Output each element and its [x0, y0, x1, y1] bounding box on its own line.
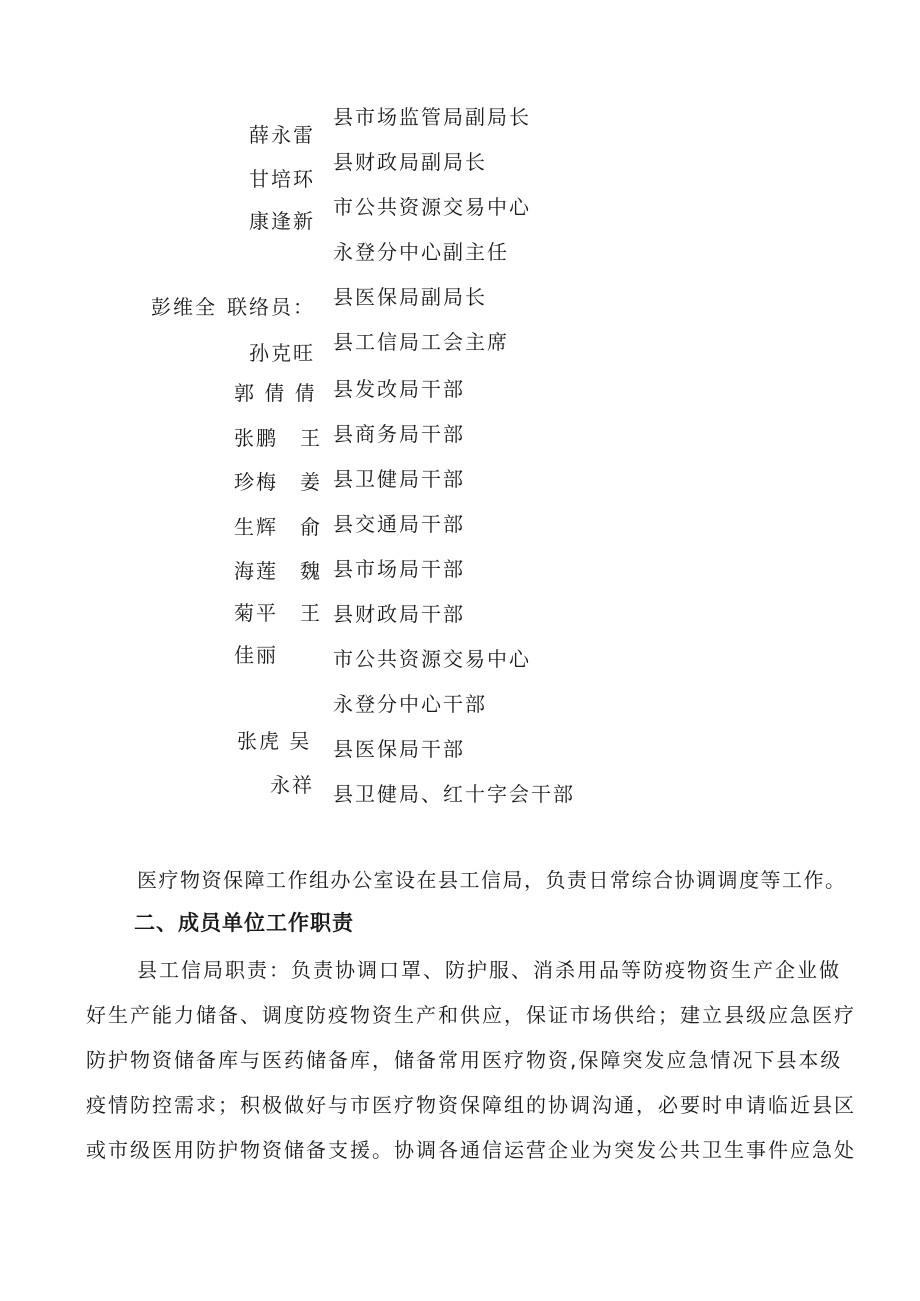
- member-name: 永祥: [270, 773, 314, 797]
- paragraph-line: 好生产能力储备、调度防疫物资生产和供应，保证市场供给；建立县级应急医疗: [86, 1003, 856, 1027]
- office-note: 医疗物资保障工作组办公室设在县工信局，负责日常综合协调调度等工作。: [137, 868, 847, 892]
- member-position: 县商务局干部: [333, 422, 465, 446]
- member-name: 佳丽: [234, 643, 278, 667]
- member-position: 县医保局副局长: [333, 285, 487, 309]
- member-position: 市公共资源交易中心: [333, 195, 531, 219]
- liaison-label: 联络员：: [227, 295, 315, 319]
- member-name: 彭维全: [151, 295, 217, 319]
- paragraph-line: 或市级医用防护物资储备支援。协调各通信运营企业为突发公共卫生事件应急处: [86, 1138, 856, 1162]
- member-position: 县市场局干部: [333, 557, 465, 581]
- member-position: 县发改局干部: [333, 377, 465, 401]
- member-name: 康逢新: [249, 209, 315, 233]
- member-position: 县卫健局、红十字会干部: [333, 782, 575, 806]
- member-name: 张虎 吴: [237, 729, 312, 753]
- member-position: 县市场监管局副局长: [333, 105, 531, 129]
- member-position: 县医保局干部: [333, 737, 465, 761]
- member-position: 县交通局干部: [333, 512, 465, 536]
- section-heading: 二、成员单位工作职责: [134, 911, 354, 935]
- member-name: 郭 倩 倩: [234, 381, 317, 405]
- member-name: 薛永雷: [249, 123, 315, 147]
- member-name: 珍梅 姜: [234, 470, 322, 494]
- member-name: 菊平 王: [234, 601, 322, 625]
- paragraph-line: 防护物资储备库与医药储备库，储备常用医疗物资,保障突发应急情况下县本级: [86, 1048, 843, 1072]
- member-position: 县卫健局干部: [333, 467, 465, 491]
- member-position: 县工信局工会主席: [333, 330, 509, 354]
- paragraph-line: 县工信局职责：负责协调口罩、防护服、消杀用品等防疫物资生产企业做: [137, 958, 841, 982]
- member-name: 甘培环: [249, 167, 315, 191]
- member-name: 生辉 俞: [234, 515, 322, 539]
- member-position: 县财政局副局长: [333, 150, 487, 174]
- paragraph-line: 疫情防控需求；积极做好与市医疗物资保障组的协调沟通，必要时申请临近县区: [86, 1093, 856, 1117]
- member-position: 永登分中心副主任: [333, 240, 509, 264]
- member-name: 孙克旺: [249, 341, 315, 365]
- member-name: 海莲 魏: [234, 559, 322, 583]
- member-position: 市公共资源交易中心: [333, 647, 531, 671]
- member-position: 永登分中心干部: [333, 692, 487, 716]
- member-name: 张鹏 王: [234, 426, 322, 450]
- duty-paragraph: [86, 948, 856, 1173]
- member-position: 县财政局干部: [333, 602, 465, 626]
